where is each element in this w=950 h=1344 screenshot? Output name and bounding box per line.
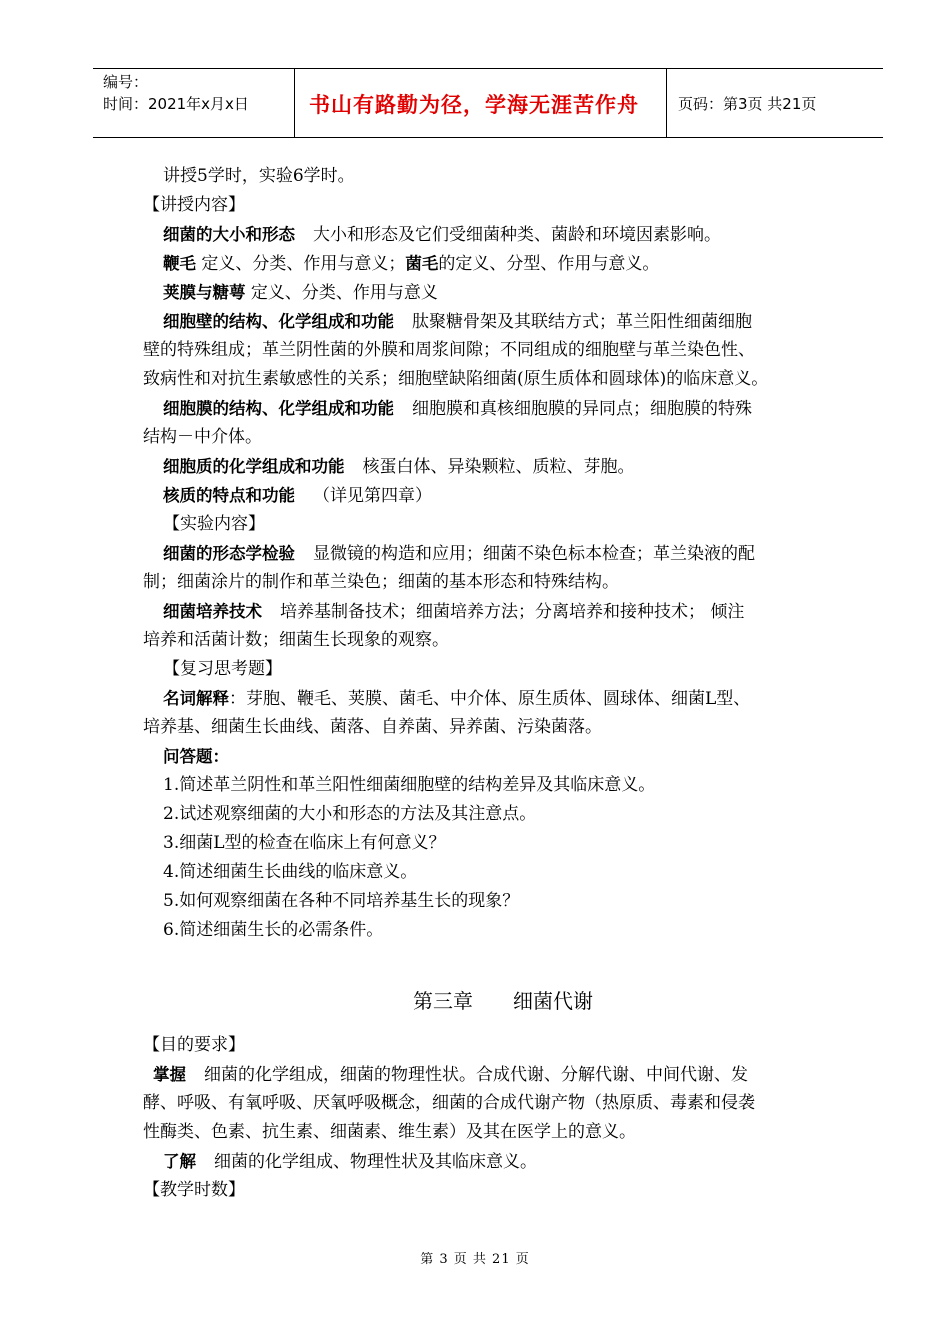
nucleoid-line <box>143 481 843 510</box>
chapter-title <box>143 981 843 1021</box>
section-title: 菌毛 <box>405 254 439 273</box>
section-title: 名词解释 <box>163 689 229 708</box>
objectives-heading: 【目的要求】 <box>143 1035 245 1055</box>
cell-wall-line <box>143 307 843 336</box>
time-label: 时间：2021年x月x日 <box>103 95 249 113</box>
section-title: 细胞膜的结构、化学组成和功能 <box>163 399 394 418</box>
section-title: 了解 <box>163 1152 196 1171</box>
section-text: 培养基制备技术；细菌培养方法；分离培养和接种技术； 倾注 <box>280 602 745 622</box>
section-text: 定义、分类、作用与意义； <box>196 254 406 274</box>
section-text: 大小和形态及它们受细菌种类、菌龄和环境因素影响。 <box>313 225 721 245</box>
membrane-line: 结构－中介体。 <box>143 427 262 447</box>
section-text: 细菌的化学组成、物理性状及其临床意义。 <box>214 1152 537 1172</box>
lab-heading: 【实验内容】 <box>163 514 265 534</box>
chapter-name: 细菌代谢 <box>513 989 593 1013</box>
header-divider <box>666 69 667 137</box>
section-title: 细菌培养技术 <box>163 602 262 621</box>
section-title: 鞭毛 <box>163 254 196 273</box>
section-title: 细菌的形态学检验 <box>163 544 295 563</box>
section-title: 荚膜与糖萼 <box>163 283 246 302</box>
membrane-line <box>143 394 843 423</box>
question-item: 1.简述革兰阴性和革兰阳性细菌细胞壁的结构差异及其临床意义。 <box>163 775 656 795</box>
id-label: 编号： <box>103 73 149 91</box>
questions-title: 问答题： <box>163 747 229 766</box>
flagella-line <box>143 249 843 278</box>
understand-line <box>143 1147 843 1176</box>
cytoplasm-line <box>143 452 843 481</box>
morphology-line: 制；细菌涂片的制作和革兰染色；细菌的基本形态和特殊结构。 <box>143 572 619 592</box>
terms-line: 培养基、细菌生长曲线、菌落、自养菌、异养菌、污染菌落。 <box>143 717 602 737</box>
header-divider <box>294 69 295 137</box>
review-heading: 【复习思考题】 <box>163 659 282 679</box>
section-title: 掌握 <box>153 1065 186 1084</box>
section-title: 细菌的大小和形态 <box>163 225 295 244</box>
culture-line: 培养和活菌计数；细菌生长现象的观察。 <box>143 630 449 650</box>
hours-line: 讲授5学时，实验6学时。 <box>163 166 355 186</box>
question-item: 2.试述观察细菌的大小和形态的方法及其注意点。 <box>163 804 537 824</box>
chapter-number: 第三章 <box>413 989 473 1013</box>
morphology-line <box>143 539 843 568</box>
header-table <box>93 68 883 138</box>
section-title: 核质的特点和功能 <box>163 486 295 505</box>
lecture-heading: 【讲授内容】 <box>143 195 245 215</box>
page-footer: 第 3 页 共 21 页 <box>420 1252 530 1267</box>
section-text: 显微镜的构造和应用；细菌不染色标本检查；革兰染液的配 <box>313 544 755 564</box>
header-meta <box>103 71 249 115</box>
culture-line <box>143 597 843 626</box>
master-line <box>143 1060 843 1089</box>
section-text: （详见第四章） <box>313 486 432 506</box>
question-item: 4.简述细菌生长曲线的临床意义。 <box>163 862 418 882</box>
question-item: 3.细菌L型的检查在临床上有何意义？ <box>163 833 446 853</box>
header-motto: 书山有路勤为径，学海无涯苦作舟 <box>309 93 639 117</box>
cell-wall-line: 壁的特殊组成；革兰阴性菌的外膜和周浆间隙；不同组成的细胞壁与革兰染色性、 <box>143 340 755 360</box>
capsule-line <box>143 278 843 307</box>
size-shape-line <box>143 220 843 249</box>
section-text: ：芽胞、鞭毛、荚膜、菌毛、中介体、原生质体、圆球体、细菌L型、 <box>229 689 751 709</box>
section-text: 的定义、分型、作用与意义。 <box>438 254 660 274</box>
question-item: 6.简述细菌生长的必需条件。 <box>163 920 384 940</box>
section-text: 定义、分类、作用与意义 <box>245 283 438 303</box>
terms-line <box>143 684 843 713</box>
section-text: 核蛋白体、异染颗粒、质粒、芽胞。 <box>362 457 635 477</box>
master-line: 酵、呼吸、有氧呼吸、厌氧呼吸概念，细菌的合成代谢产物（热原质、毒素和侵袭 <box>143 1093 755 1113</box>
question-item: 5.如何观察细菌在各种不同培养基生长的现象？ <box>163 891 520 911</box>
document-body <box>143 162 843 1205</box>
master-line: 性酶类、色素、抗生素、细菌素、维生素）及其在医学上的意义。 <box>143 1122 636 1142</box>
cell-wall-line: 致病性和对抗生素敏感性的关系；细胞壁缺陷细菌(原生质体和圆球体)的临床意义。 <box>143 369 769 389</box>
header-page-info: 页码：第3页 共21页 <box>678 95 817 113</box>
section-title: 细胞质的化学组成和功能 <box>163 457 345 476</box>
section-text: 细胞膜和真核细胞膜的异同点；细胞膜的特殊 <box>412 399 752 419</box>
section-title: 细胞壁的结构、化学组成和功能 <box>163 312 394 331</box>
section-text: 细菌的化学组成，细菌的物理性状。合成代谢、分解代谢、中间代谢、发 <box>204 1065 748 1085</box>
hours-heading: 【教学时数】 <box>143 1180 245 1200</box>
section-text: 肽聚糖骨架及其联结方式；革兰阳性细菌细胞 <box>412 312 752 332</box>
